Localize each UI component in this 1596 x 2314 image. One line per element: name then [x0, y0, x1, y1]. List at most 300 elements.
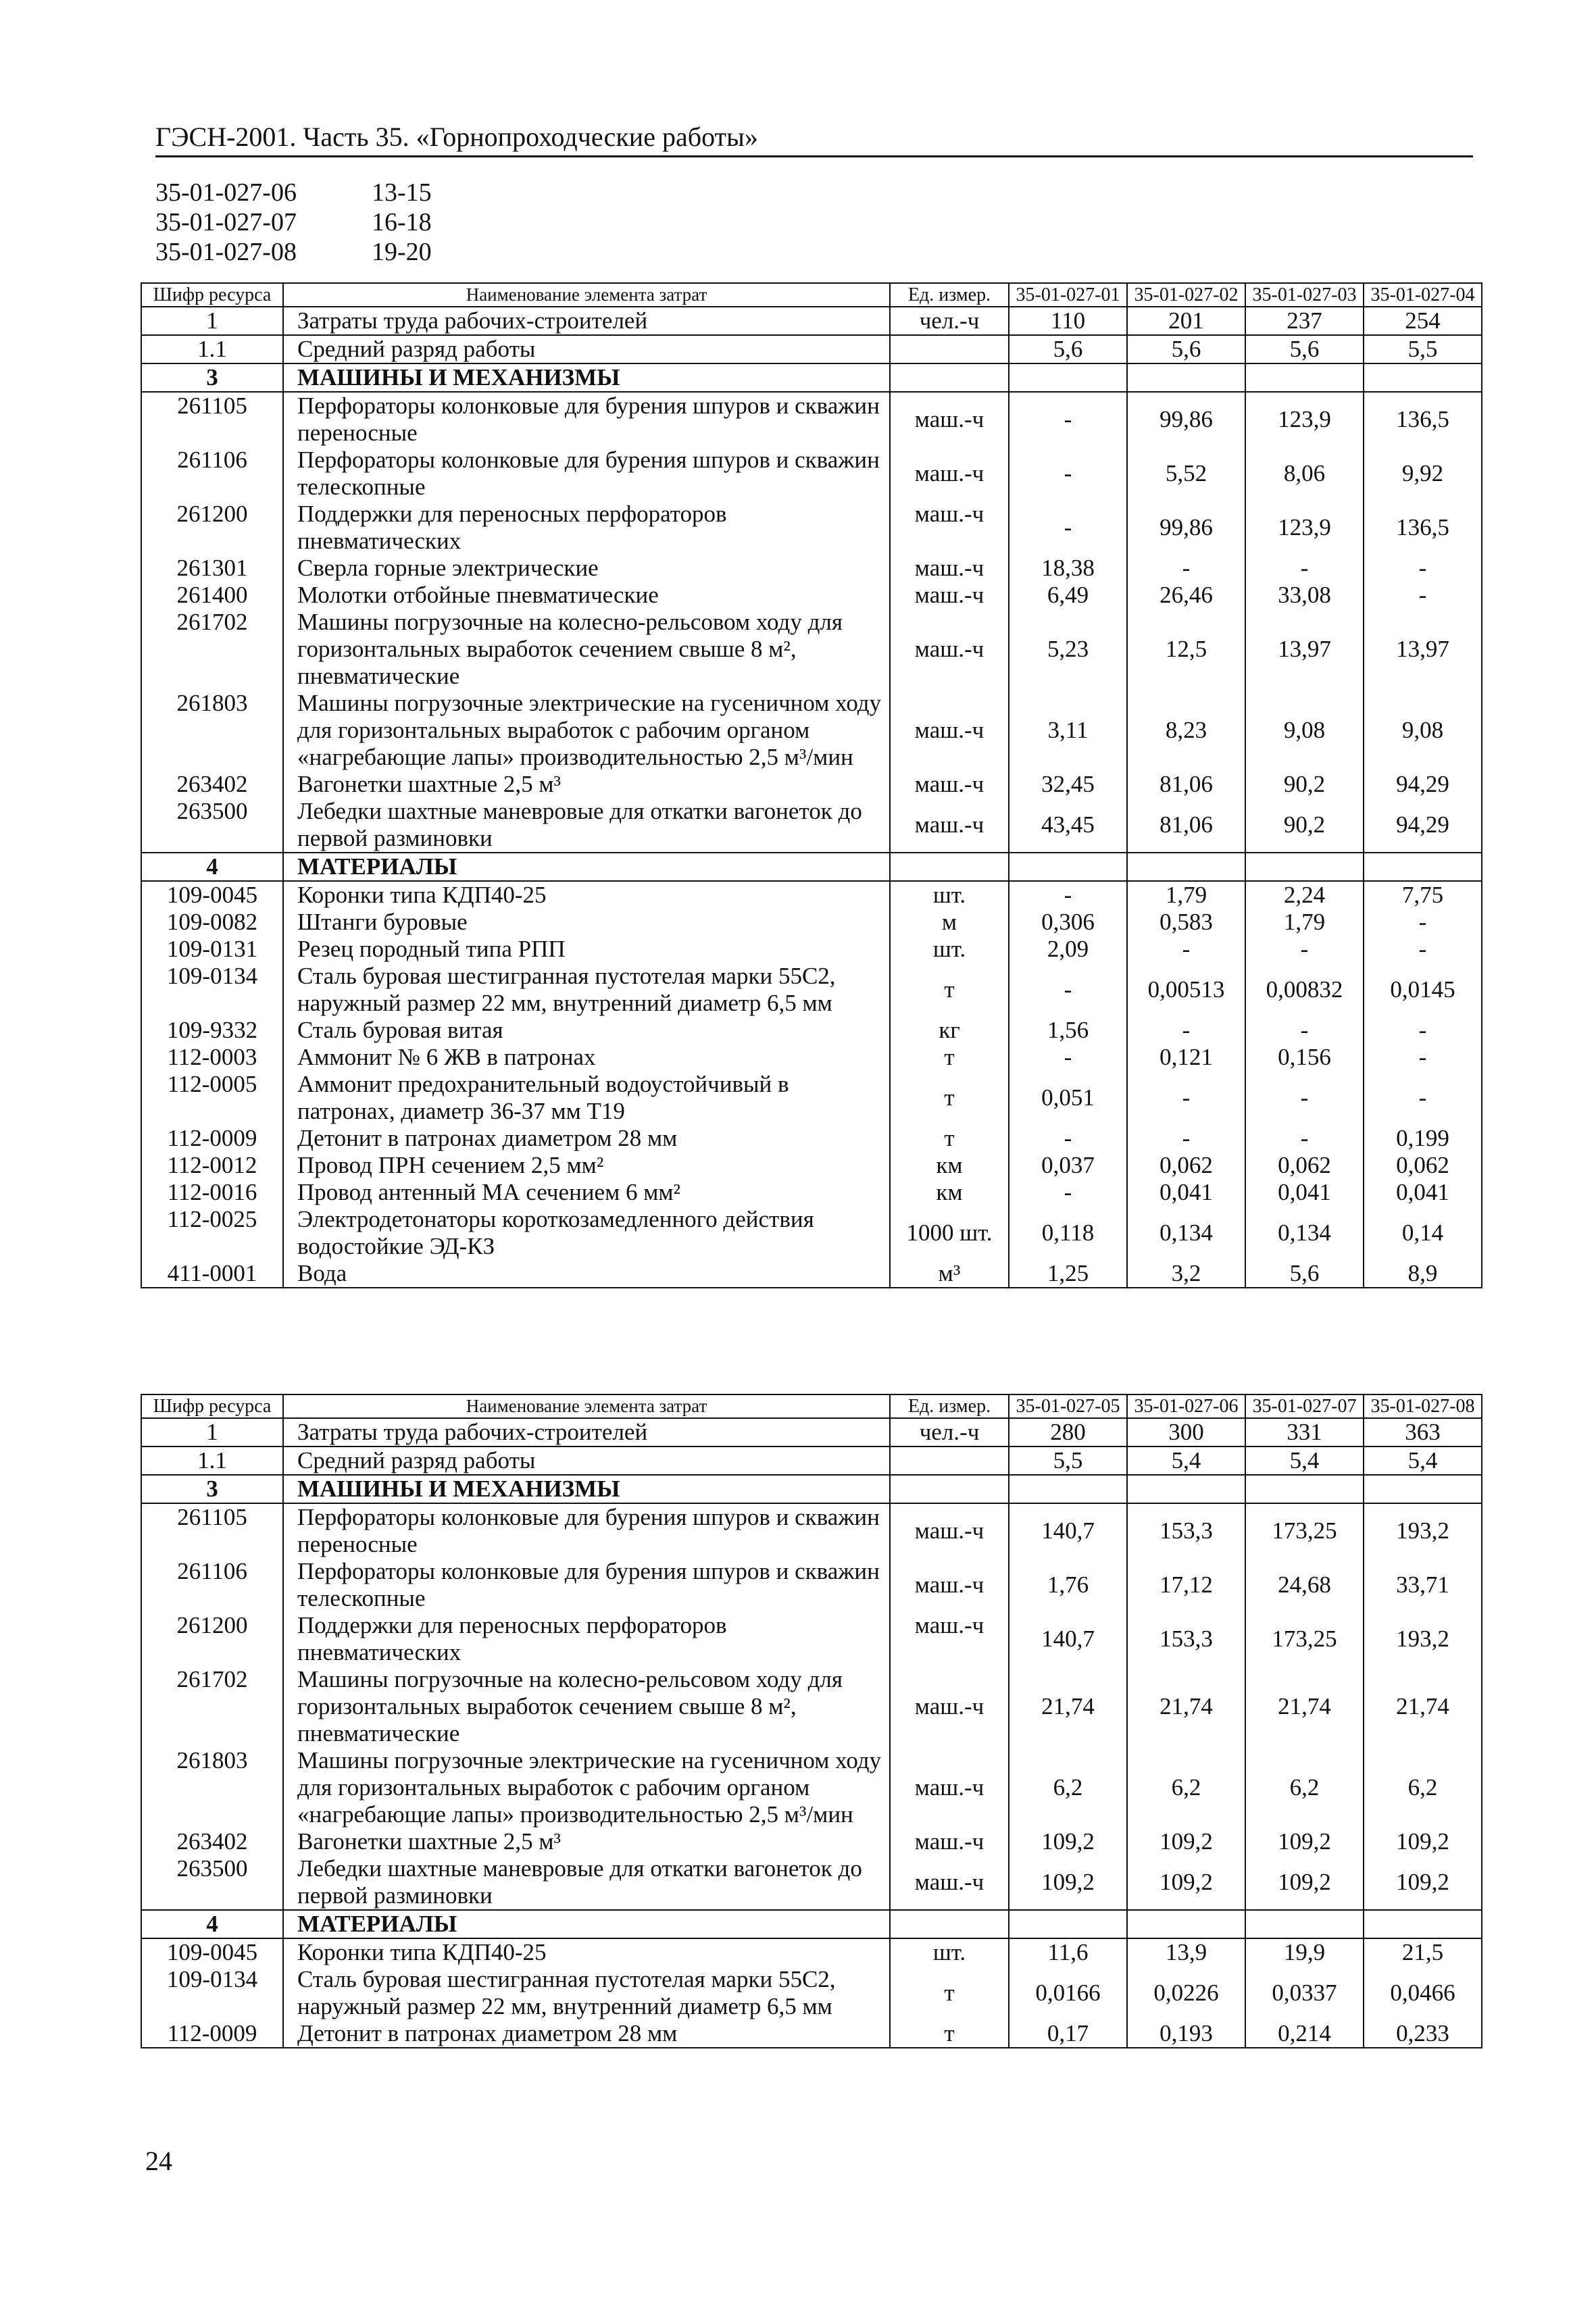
resource-code: 263500 [141, 798, 283, 853]
unit: км [890, 1179, 1009, 1206]
header-col: 35-01-027-07 [1245, 1394, 1364, 1418]
value-cell: 0,0337 [1245, 1966, 1364, 2020]
resource-code: 109-0131 [141, 936, 283, 963]
unit: шт. [890, 936, 1009, 963]
table-body [141, 1418, 1482, 2048]
table-row [141, 1017, 1482, 1044]
cost-element-name: Сталь буровая шестигранная пустотелая марки 55С2, наружный размер 22 мм, внутренний диаметр 6,5 мм [283, 1966, 890, 2020]
value-cell [1009, 853, 1127, 881]
unit: 1000 шт. [890, 1206, 1009, 1260]
value-cell: 24,68 [1245, 1558, 1364, 1612]
header-col: 35-01-027-02 [1127, 283, 1245, 307]
resource-code: 261105 [141, 392, 283, 447]
unit: маш.-ч [890, 1612, 1009, 1666]
unit [890, 335, 1009, 363]
value-cell: - [1364, 936, 1482, 963]
value-cell: 11,6 [1009, 1938, 1127, 1966]
resource-code: 112-0009 [141, 2020, 283, 2048]
resource-code: 1.1 [141, 335, 283, 363]
resource-code: 112-0025 [141, 1206, 283, 1260]
unit: маш.-ч [890, 1855, 1009, 1910]
value-cell: - [1245, 1017, 1364, 1044]
unit [890, 363, 1009, 392]
table-row [141, 1418, 1482, 1447]
unit: маш.-ч [890, 555, 1009, 582]
unit: км [890, 1152, 1009, 1179]
header-col: 35-01-027-05 [1009, 1394, 1127, 1418]
resource-code: 261301 [141, 555, 283, 582]
resource-code: 261803 [141, 690, 283, 771]
value-cell [1364, 1475, 1482, 1503]
table-row [141, 690, 1482, 771]
value-cell: 0,134 [1127, 1206, 1245, 1260]
cost-element-name: Перфораторы колонковые для бурения шпуров и скважин телескопные [283, 1558, 890, 1612]
table-row [141, 501, 1482, 555]
value-cell: 9,08 [1364, 690, 1482, 771]
cost-element-name: Резец породный типа РПП [283, 936, 890, 963]
reference-item [155, 237, 432, 267]
table-row [141, 609, 1482, 690]
cost-element-name: Перфораторы колонковые для бурения шпуров и скважин переносные [283, 1503, 890, 1558]
reference-pages: 13-15 [372, 178, 432, 207]
resource-code: 263500 [141, 1855, 283, 1910]
value-cell [1245, 1475, 1364, 1503]
value-cell: 5,6 [1009, 335, 1127, 363]
value-cell: 90,2 [1245, 798, 1364, 853]
unit [890, 1447, 1009, 1475]
table-row [141, 881, 1482, 909]
value-cell: 193,2 [1364, 1503, 1482, 1558]
table-row [141, 2020, 1482, 2048]
table-row [141, 909, 1482, 936]
value-cell: 1,56 [1009, 1017, 1127, 1044]
value-cell: 18,38 [1009, 555, 1127, 582]
cost-element-name: Машины погрузочные электрические на гусеничном ходу для горизонтальных выработок с рабочим органом «нагребающие лапы» производительностью 2,5 м³/мин [283, 690, 890, 771]
value-cell: 0,051 [1009, 1071, 1127, 1125]
value-cell: 237 [1245, 307, 1364, 335]
header-code: Шифр ресурса [141, 283, 283, 307]
table-row [141, 1447, 1482, 1475]
value-cell: 0,062 [1127, 1152, 1245, 1179]
cost-element-name: МАТЕРИАЛЫ [283, 853, 890, 881]
value-cell: 5,5 [1364, 335, 1482, 363]
value-cell: 0,199 [1364, 1125, 1482, 1152]
value-cell: 0,214 [1245, 2020, 1364, 2048]
value-cell: 280 [1009, 1418, 1127, 1447]
cost-element-name: Вода [283, 1260, 890, 1288]
cost-element-name: Машины погрузочные электрические на гусеничном ходу для горизонтальных выработок с рабочим органом «нагребающие лапы» производительностью 2,5 м³/мин [283, 1747, 890, 1828]
value-cell: 0,041 [1127, 1179, 1245, 1206]
value-cell: 0,062 [1364, 1152, 1482, 1179]
value-cell: 6,2 [1127, 1747, 1245, 1828]
value-cell: 0,134 [1245, 1206, 1364, 1260]
table-row [141, 798, 1482, 853]
value-cell: - [1245, 1125, 1364, 1152]
value-cell: 109,2 [1245, 1855, 1364, 1910]
value-cell: 331 [1245, 1418, 1364, 1447]
value-cell: 8,23 [1127, 690, 1245, 771]
section-row [141, 1475, 1482, 1503]
value-cell: - [1127, 936, 1245, 963]
table-row [141, 1828, 1482, 1855]
value-cell [1245, 1910, 1364, 1938]
reference-item [155, 207, 432, 237]
value-cell: 0,041 [1245, 1179, 1364, 1206]
header-code: Шифр ресурса [141, 1394, 283, 1418]
unit: кг [890, 1017, 1009, 1044]
value-cell: 5,4 [1245, 1447, 1364, 1475]
cost-element-name: Средний разряд работы [283, 335, 890, 363]
value-cell: 0,0166 [1009, 1966, 1127, 2020]
table-row [141, 1938, 1482, 1966]
value-cell: - [1009, 881, 1127, 909]
value-cell: 201 [1127, 307, 1245, 335]
table-row [141, 582, 1482, 609]
value-cell: 13,97 [1245, 609, 1364, 690]
resource-code: 261106 [141, 447, 283, 501]
table-row [141, 392, 1482, 447]
value-cell: 0,306 [1009, 909, 1127, 936]
value-cell: 5,4 [1364, 1447, 1482, 1475]
value-cell: 94,29 [1364, 771, 1482, 798]
table-row [141, 963, 1482, 1017]
value-cell: 90,2 [1245, 771, 1364, 798]
resource-code: 261106 [141, 1558, 283, 1612]
value-cell: 99,86 [1127, 392, 1245, 447]
section-row [141, 363, 1482, 392]
resource-code: 109-0134 [141, 963, 283, 1017]
value-cell: 173,25 [1245, 1612, 1364, 1666]
cost-element-name: МАТЕРИАЛЫ [283, 1910, 890, 1938]
table-row [141, 771, 1482, 798]
value-cell: 109,2 [1245, 1828, 1364, 1855]
value-cell: 153,3 [1127, 1612, 1245, 1666]
header-col: 35-01-027-08 [1364, 1394, 1482, 1418]
value-cell: 6,49 [1009, 582, 1127, 609]
value-cell: 99,86 [1127, 501, 1245, 555]
cost-element-name: Машины погрузочные на колесно-рельсовом ходу для горизонтальных выработок сечением свыше 8 м², пневматические [283, 609, 890, 690]
table-row [141, 335, 1482, 363]
value-cell: 140,7 [1009, 1612, 1127, 1666]
table-row [141, 555, 1482, 582]
unit: т [890, 2020, 1009, 2048]
value-cell: 0,156 [1245, 1044, 1364, 1071]
value-cell: 109,2 [1009, 1828, 1127, 1855]
value-cell: - [1127, 555, 1245, 582]
resource-code: 411-0001 [141, 1260, 283, 1288]
resource-code: 3 [141, 363, 283, 392]
value-cell: 109,2 [1127, 1855, 1245, 1910]
value-cell: 0,193 [1127, 2020, 1245, 2048]
unit: чел.-ч [890, 307, 1009, 335]
cost-element-name: Сталь буровая шестигранная пустотелая марки 55С2, наружный размер 22 мм, внутренний диаметр 6,5 мм [283, 963, 890, 1017]
table-row [141, 936, 1482, 963]
cost-element-name: МАШИНЫ И МЕХАНИЗМЫ [283, 363, 890, 392]
unit [890, 1910, 1009, 1938]
table-row [141, 1666, 1482, 1747]
cost-element-name: Детонит в патронах диаметром 28 мм [283, 2020, 890, 2048]
value-cell: - [1364, 1071, 1482, 1125]
cost-element-name: Сталь буровая витая [283, 1017, 890, 1044]
unit: маш.-ч [890, 690, 1009, 771]
cost-element-name: Поддержки для переносных перфораторов пневматических [283, 1612, 890, 1666]
table-row [141, 1612, 1482, 1666]
value-cell: 3,2 [1127, 1260, 1245, 1288]
value-cell: 0,233 [1364, 2020, 1482, 2048]
value-cell: 140,7 [1009, 1503, 1127, 1558]
table-row [141, 1044, 1482, 1071]
resource-code: 3 [141, 1475, 283, 1503]
resource-code: 112-0003 [141, 1044, 283, 1071]
table-row [141, 1152, 1482, 1179]
value-cell: 109,2 [1364, 1855, 1482, 1910]
value-cell: 21,74 [1009, 1666, 1127, 1747]
value-cell [1364, 363, 1482, 392]
value-cell: - [1364, 909, 1482, 936]
header-name: Наименование элемента затрат [283, 1394, 890, 1418]
document-header: ГЭСН-2001. Часть 35. «Горнопроходческие работы» [155, 120, 1473, 157]
value-cell: 0,0226 [1127, 1966, 1245, 2020]
value-cell: 173,25 [1245, 1503, 1364, 1558]
value-cell [1364, 1910, 1482, 1938]
value-cell: 0,0466 [1364, 1966, 1482, 2020]
value-cell: 8,06 [1245, 447, 1364, 501]
value-cell: 21,5 [1364, 1938, 1482, 1966]
unit: маш.-ч [890, 392, 1009, 447]
table-row [141, 1558, 1482, 1612]
cost-element-name: Лебедки шахтные маневровые для откатки вагонеток до первой разминовки [283, 798, 890, 853]
value-cell: 8,9 [1364, 1260, 1482, 1288]
resource-code: 261105 [141, 1503, 283, 1558]
table-row [141, 1260, 1482, 1288]
resource-code: 112-0016 [141, 1179, 283, 1206]
cost-element-name: Вагонетки шахтные 2,5 м³ [283, 1828, 890, 1855]
unit: т [890, 1044, 1009, 1071]
reference-item [155, 178, 432, 207]
unit: маш.-ч [890, 798, 1009, 853]
value-cell: 0,118 [1009, 1206, 1127, 1260]
cost-element-name: Аммонит № 6 ЖВ в патронах [283, 1044, 890, 1071]
table-row [141, 1966, 1482, 2020]
value-cell: 1,76 [1009, 1558, 1127, 1612]
reference-pages: 16-18 [372, 208, 432, 236]
value-cell: - [1127, 1125, 1245, 1152]
resource-code: 1 [141, 1418, 283, 1447]
unit: маш.-ч [890, 1666, 1009, 1747]
value-cell: 110 [1009, 307, 1127, 335]
value-cell: 0,14 [1364, 1206, 1482, 1260]
reference-code: 35-01-027-06 [155, 178, 297, 207]
value-cell: 109,2 [1009, 1855, 1127, 1910]
unit: т [890, 1966, 1009, 2020]
cost-element-name: Провод ПРН сечением 2,5 мм² [283, 1152, 890, 1179]
value-cell: 109,2 [1364, 1828, 1482, 1855]
value-cell: - [1009, 392, 1127, 447]
value-cell: - [1009, 1044, 1127, 1071]
value-cell: - [1009, 963, 1127, 1017]
cost-element-name: Коронки типа КДП40-25 [283, 881, 890, 909]
value-cell: - [1245, 936, 1364, 963]
unit: маш.-ч [890, 771, 1009, 798]
section-row [141, 1910, 1482, 1938]
value-cell: 81,06 [1127, 771, 1245, 798]
value-cell [1245, 363, 1364, 392]
value-cell: 21,74 [1127, 1666, 1245, 1747]
unit: маш.-ч [890, 501, 1009, 555]
cost-element-name: Затраты труда рабочих-строителей [283, 1418, 890, 1447]
value-cell: 0,00832 [1245, 963, 1364, 1017]
value-cell: 6,2 [1245, 1747, 1364, 1828]
value-cell [1127, 1475, 1245, 1503]
value-cell: 5,6 [1127, 335, 1245, 363]
value-cell: 13,97 [1364, 609, 1482, 690]
resource-code: 261702 [141, 609, 283, 690]
value-cell [1245, 853, 1364, 881]
unit: маш.-ч [890, 447, 1009, 501]
value-cell: 32,45 [1009, 771, 1127, 798]
cost-element-name: Перфораторы колонковые для бурения шпуров и скважин телескопные [283, 447, 890, 501]
value-cell: 9,08 [1245, 690, 1364, 771]
value-cell: 0,062 [1245, 1152, 1364, 1179]
value-cell: - [1364, 555, 1482, 582]
value-cell [1009, 363, 1127, 392]
value-cell: 0,041 [1364, 1179, 1482, 1206]
unit: т [890, 963, 1009, 1017]
table-row [141, 1071, 1482, 1125]
value-cell: 136,5 [1364, 501, 1482, 555]
value-cell: - [1245, 1071, 1364, 1125]
table-row [141, 1503, 1482, 1558]
unit: шт. [890, 1938, 1009, 1966]
reference-code: 35-01-027-07 [155, 208, 297, 236]
table-header-row [141, 1394, 1482, 1418]
reference-code: 35-01-027-08 [155, 238, 297, 266]
resource-code: 109-9332 [141, 1017, 283, 1044]
value-cell: - [1009, 447, 1127, 501]
resource-code: 112-0005 [141, 1071, 283, 1125]
cost-element-name: Детонит в патронах диаметром 28 мм [283, 1125, 890, 1152]
cost-element-name: Провод антенный МА сечением 6 мм² [283, 1179, 890, 1206]
value-cell: 3,11 [1009, 690, 1127, 771]
table-row [141, 1125, 1482, 1152]
value-cell: - [1127, 1017, 1245, 1044]
header-col: 35-01-027-01 [1009, 283, 1127, 307]
value-cell [1364, 853, 1482, 881]
cost-element-name: Вагонетки шахтные 2,5 м³ [283, 771, 890, 798]
table-header-row [141, 283, 1482, 307]
value-cell [1127, 1910, 1245, 1938]
value-cell: 5,5 [1009, 1447, 1127, 1475]
resource-code: 263402 [141, 771, 283, 798]
cost-element-name: Поддержки для переносных перфораторов пневматических [283, 501, 890, 555]
cost-element-name: Лебедки шахтные маневровые для откатки вагонеток до первой разминовки [283, 1855, 890, 1910]
unit: маш.-ч [890, 1828, 1009, 1855]
cost-element-name: МАШИНЫ И МЕХАНИЗМЫ [283, 1475, 890, 1503]
cost-element-name: Аммонит предохранительный водоустойчивый в патронах, диаметр 36-37 мм Т19 [283, 1071, 890, 1125]
section-row [141, 853, 1482, 881]
value-cell [1009, 1475, 1127, 1503]
unit: маш.-ч [890, 582, 1009, 609]
value-cell: - [1009, 1179, 1127, 1206]
unit: т [890, 1125, 1009, 1152]
header-col: 35-01-027-03 [1245, 283, 1364, 307]
table-row [141, 1206, 1482, 1260]
table-row [141, 1747, 1482, 1828]
value-cell: 17,12 [1127, 1558, 1245, 1612]
resource-code: 261702 [141, 1666, 283, 1747]
unit: шт. [890, 881, 1009, 909]
value-cell: 0,121 [1127, 1044, 1245, 1071]
value-cell: 1,79 [1127, 881, 1245, 909]
resource-code: 4 [141, 853, 283, 881]
value-cell: 19,9 [1245, 1938, 1364, 1966]
resource-code: 261200 [141, 1612, 283, 1666]
value-cell: 109,2 [1127, 1828, 1245, 1855]
value-cell: 1,25 [1009, 1260, 1127, 1288]
value-cell: 21,74 [1364, 1666, 1482, 1747]
value-cell: 26,46 [1127, 582, 1245, 609]
value-cell: - [1009, 501, 1127, 555]
resource-code: 112-0009 [141, 1125, 283, 1152]
header-unit: Ед. измер. [890, 1394, 1009, 1418]
resource-code: 1 [141, 307, 283, 335]
cost-element-name: Машины погрузочные на колесно-рельсовом ходу для горизонтальных выработок сечением свыше 8 м², пневматические [283, 1666, 890, 1747]
value-cell: 300 [1127, 1418, 1245, 1447]
value-cell: 5,6 [1245, 335, 1364, 363]
unit [890, 1475, 1009, 1503]
value-cell: 43,45 [1009, 798, 1127, 853]
value-cell: 136,5 [1364, 392, 1482, 447]
table-row [141, 307, 1482, 335]
cost-element-name: Молотки отбойные пневматические [283, 582, 890, 609]
value-cell: 2,09 [1009, 936, 1127, 963]
cost-element-name: Электродетонаторы короткозамедленного действия водостойкие ЭД-КЗ [283, 1206, 890, 1260]
header-unit: Ед. измер. [890, 283, 1009, 307]
value-cell: 5,4 [1127, 1447, 1245, 1475]
cost-table-1 [141, 282, 1482, 1288]
resource-code: 109-0045 [141, 881, 283, 909]
value-cell: 363 [1364, 1418, 1482, 1447]
resource-code: 261400 [141, 582, 283, 609]
unit: маш.-ч [890, 1747, 1009, 1828]
unit: м [890, 909, 1009, 936]
value-cell: 254 [1364, 307, 1482, 335]
table-row [141, 1179, 1482, 1206]
resource-code: 1.1 [141, 1447, 283, 1475]
value-cell: 123,9 [1245, 501, 1364, 555]
unit: т [890, 1071, 1009, 1125]
table-body [141, 307, 1482, 1288]
value-cell: 123,9 [1245, 392, 1364, 447]
value-cell: 0,0145 [1364, 963, 1482, 1017]
cost-element-name: Штанги буровые [283, 909, 890, 936]
value-cell: 13,9 [1127, 1938, 1245, 1966]
value-cell: 193,2 [1364, 1612, 1482, 1666]
value-cell: 21,74 [1245, 1666, 1364, 1747]
value-cell: 12,5 [1127, 609, 1245, 690]
value-cell: 0,17 [1009, 2020, 1127, 2048]
value-cell: 33,08 [1245, 582, 1364, 609]
reference-pages: 19-20 [372, 238, 432, 266]
resource-code: 109-0045 [141, 1938, 283, 1966]
value-cell: 0,037 [1009, 1152, 1127, 1179]
unit: маш.-ч [890, 609, 1009, 690]
value-cell [1127, 853, 1245, 881]
value-cell: 9,92 [1364, 447, 1482, 501]
table-row [141, 1855, 1482, 1910]
resource-code: 4 [141, 1910, 283, 1938]
value-cell: 0,00513 [1127, 963, 1245, 1017]
